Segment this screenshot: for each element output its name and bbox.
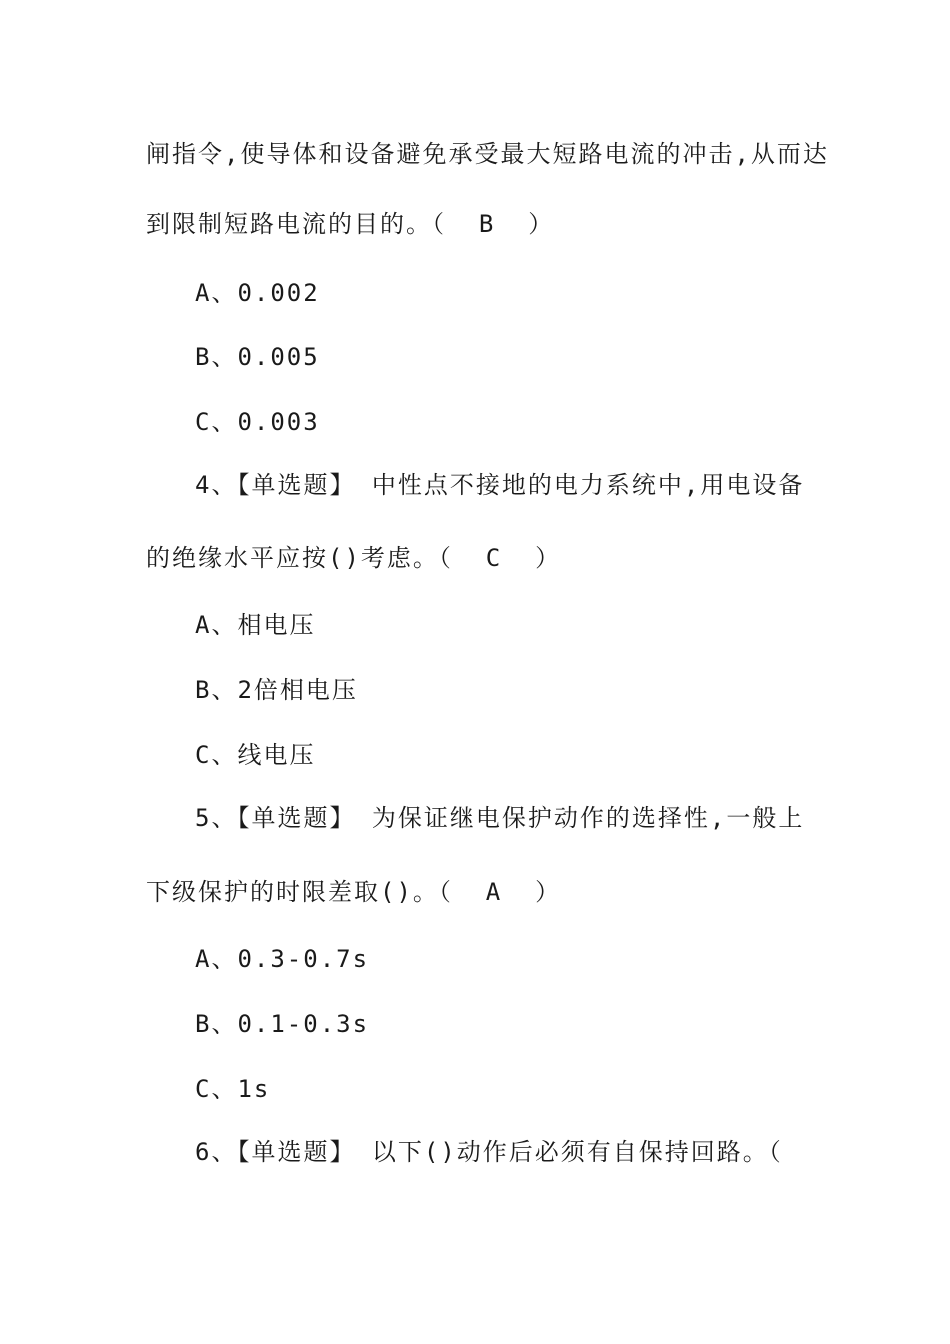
q5-stem-line-2: 下级保护的时限差取()。（ A ） [146,878,562,906]
q6-stem-line-1: 6、【单选题】 以下()动作后必须有自保持回路。（ [195,1138,783,1166]
q4-option-a: A、相电压 [195,611,316,639]
q4-stem-line-1: 4、【单选题】 中性点不接地的电力系统中,用电设备 [195,471,805,499]
q3-option-b: B、0.005 [195,343,320,371]
q5-option-c: C、1s [195,1075,271,1103]
q4-option-c: C、线电压 [195,741,316,769]
q5-stem-line-1: 5、【单选题】 为保证继电保护动作的选择性,一般上 [195,804,805,832]
q3-option-a: A、0.002 [195,279,320,307]
q4-stem-line-2: 的绝缘水平应按()考虑。（ C ） [146,544,562,572]
q5-option-b: B、0.1-0.3s [195,1010,370,1038]
q3-stem-line-1: 闸指令,使导体和设备避免承受最大短路电流的冲击,从而达 [146,140,829,168]
q3-stem-line-2: 到限制短路电流的目的。（ B ） [146,210,555,238]
q4-option-b: B、2倍相电压 [195,676,358,704]
q3-option-c: C、0.003 [195,408,320,436]
q5-option-a: A、0.3-0.7s [195,945,370,973]
